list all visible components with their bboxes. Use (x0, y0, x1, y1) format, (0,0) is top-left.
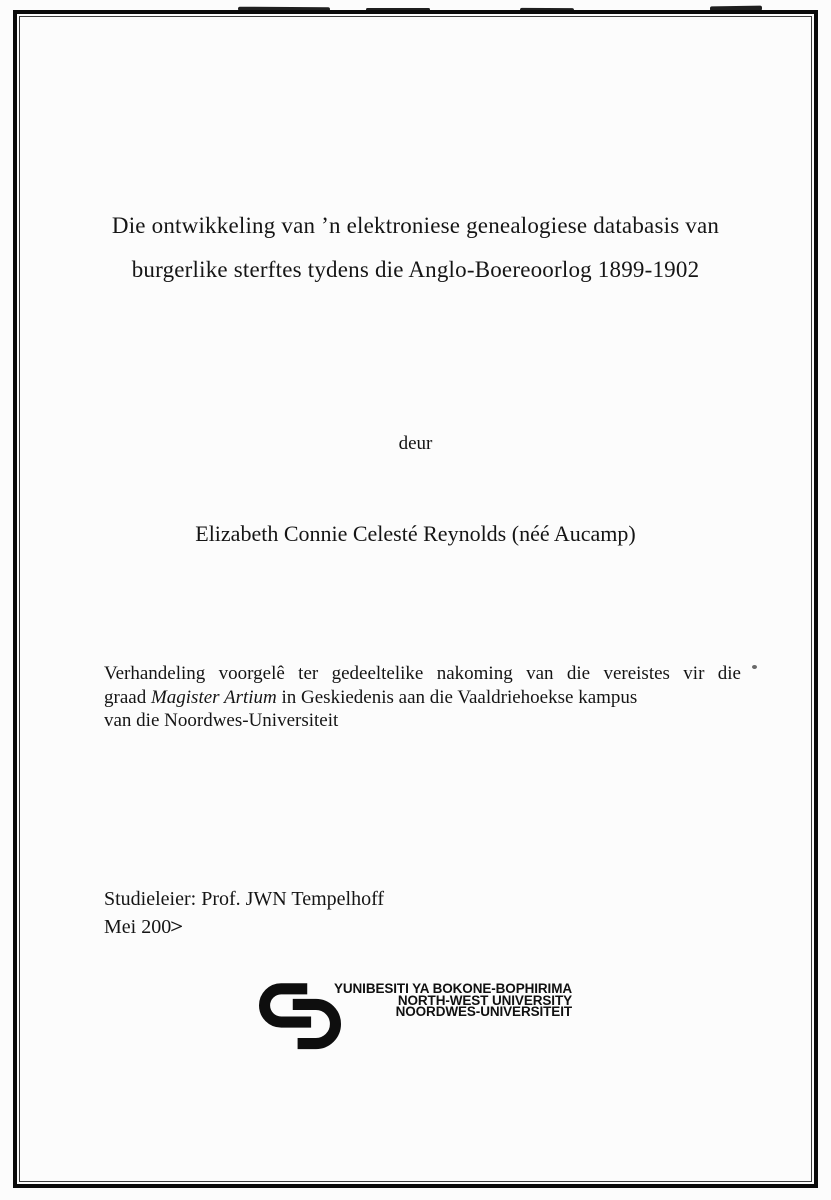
submission-line1: Verhandeling voorgelê ter gedeeltelike nakoming van die vereistes vir die (104, 663, 741, 684)
date-line (104, 914, 384, 942)
date-seven-glyph: > (170, 915, 184, 938)
date-prefix: Mei 200 (104, 915, 172, 938)
logo-text-english: NORTH-WEST UNIVERSITY (397, 992, 572, 1008)
byline-label: deur (398, 433, 433, 454)
logo-text-afrikaans: NOORDWES-UNIVERSITEIT (395, 1004, 572, 1020)
supervisor-block (104, 886, 384, 941)
logo-text-setswana: YUNIBESITI YA BOKONE-BOPHIRIMA (333, 981, 572, 996)
thesis-title-line2: burgerlike sterftes tydens die Anglo-Boereoorlog 1899-1902 (131, 257, 700, 282)
thesis-title-line1: Die ontwikkeling van ’n elektroniese genealogiese databasis van (111, 213, 720, 238)
author-name: Elizabeth Connie Celesté Reynolds (néé Aucamp) (195, 521, 636, 546)
submission-statement (104, 662, 741, 733)
submission-line3: van die Noordwes-Universiteit (104, 710, 339, 732)
degree-name: Magister Artium (150, 686, 277, 708)
submission-line2-pre: graad (104, 686, 151, 708)
submission-line2 (104, 686, 741, 710)
supervisor-line: Studieleier: Prof. JWN Tempelhoff (104, 888, 385, 910)
submission-line2-post: in Geskiedenis aan die Vaaldriehoekse kampus (276, 686, 638, 708)
nwu-logo-mark (259, 982, 341, 1052)
university-logo-text (334, 983, 572, 1018)
university-logo (259, 980, 572, 1050)
thesis-title (40, 204, 791, 292)
